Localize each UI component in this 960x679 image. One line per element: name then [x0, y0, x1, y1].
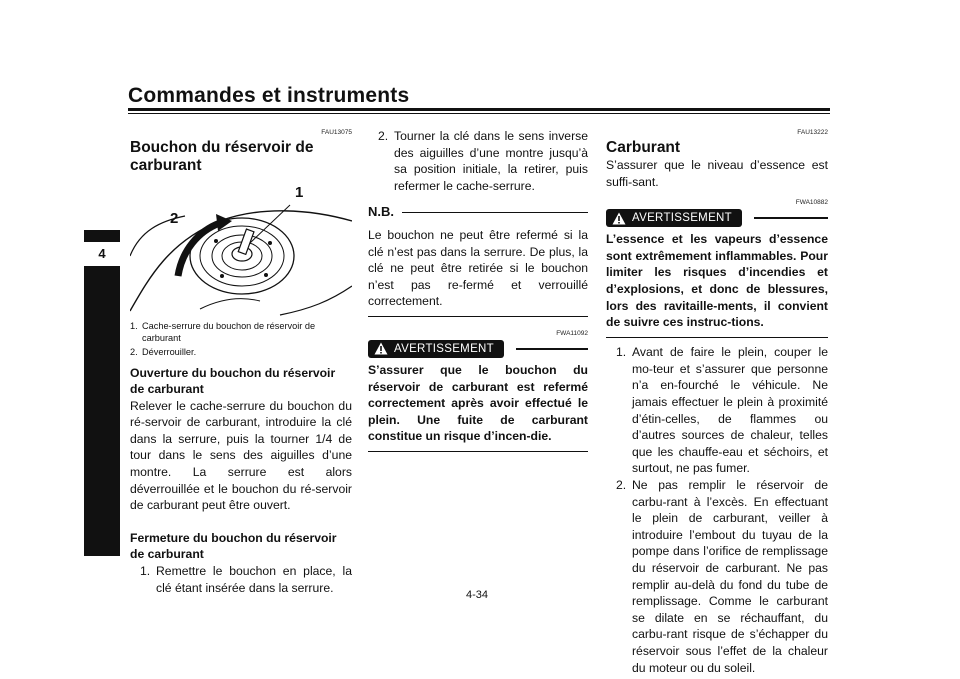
header-rule-thin [128, 113, 830, 114]
warning-triangle-icon [612, 212, 626, 225]
section-code: FAU13222 [797, 129, 828, 136]
legend-text: Déverrouiller. [142, 347, 197, 357]
warning-label: AVERTISSEMENT [394, 342, 494, 355]
warning-rule [606, 337, 828, 339]
legend-text: Cache-serrure du bouchon de réservoir de carburant [142, 321, 316, 343]
legend-number: 1. [130, 321, 138, 331]
step-text: Avant de faire le plein, couper le mo-teur et s’assurer que personne n’a en-fourché le véhicule. Ne jamais effectuer le plein à proximité d’étin-celles, de flammes ou d’autres sources de chaleur, telles que les chauffe-eau et séchoirs, et surtout, ne pas fumer. [632, 345, 828, 476]
step-number: 1. [140, 564, 151, 579]
fuel-step-1 [606, 344, 828, 477]
warning-label: AVERTISSEMENT [632, 211, 732, 224]
step-number: 2. [378, 129, 389, 143]
callout-2: 2 [170, 210, 179, 227]
warning-code: FWA10882 [795, 199, 828, 207]
warning-code: FWA11092 [556, 329, 588, 337]
section-heading: Carburant [606, 139, 681, 156]
nb-header [368, 204, 588, 221]
opening-heading: Ouverture du bouchon du réservoir de carburant [130, 365, 336, 397]
fuel-cap-drawing [130, 181, 352, 317]
fuel-step-2 [606, 477, 828, 676]
column-1 [130, 128, 352, 596]
step-number: 2. [616, 478, 627, 492]
warning-text: L’essence et les vapeurs d’essence sont extrêmement inflammables. Pour limiter les risques d’incendies et d’explosions, et donc de blessures, lors des ravitaille-ments, il convient de suivre ces instruc-tions. [606, 232, 828, 330]
chapter-tab [84, 230, 120, 556]
legend-item [130, 347, 352, 359]
nb-rule [368, 316, 588, 317]
page-title: Commandes et instruments [128, 84, 410, 107]
legend-number: 2. [130, 347, 138, 357]
column-2 [368, 128, 588, 452]
warning-text: S’assurer que le bouchon du réservoir de carburant est refermé correctement après avoir effectué le plein. Une fuite de carburant constitue un risque d’incen-die. [368, 362, 588, 444]
intro-text: S’assurer que le niveau d’essence est suffi-sant. [606, 158, 828, 189]
warning-triangle-icon [374, 342, 388, 355]
warning-header [606, 209, 828, 227]
closing-step-2 [368, 128, 588, 194]
step-number: 1. [616, 345, 627, 360]
closing-step-1 [130, 563, 352, 596]
chapter-number: 4 [84, 242, 120, 266]
nb-label: N.B. [368, 204, 394, 220]
illustration-legend [130, 321, 352, 359]
step-text: Remettre le bouchon en place, la clé étant insérée dans la serrure. [156, 564, 352, 595]
step-text: Tourner la clé dans le sens inverse des aiguilles d’une montre jusqu’à sa position initiale, la retirer, puis refermer le cache-serrure. [394, 129, 588, 193]
step-text: Ne pas remplir le réservoir de carbu-rant à l’excès. En effectuant le plein de carburant, veiller à introduire l’embout du tuyau de la pompe dans l’orifice de remplissage du réservoir de carburant. Ne pas remplir au-delà du fond du tube de remplissage. Comme le carburant se dilate en se réchauffant, du carbu-rant risque de s’échapper du réservoir sous l’effet de la chaleur du moteur ou du soleil. [632, 478, 828, 675]
opening-text: Relever le cache-serrure du bouchon du ré-servoir de carburant, introduire la clé dans la serrure, puis la tourner 1/4 de tour dans le sens des aiguilles d’une montre. La serrure est alors déverrouillée et le bouchon du ré-servoir de carburant peut être ouvert. [130, 398, 352, 513]
fuel-cap-illustration [130, 181, 352, 317]
warning-badge [368, 340, 504, 358]
callout-1: 1 [295, 184, 304, 201]
section-heading: Bouchon du réservoir de carburant [130, 139, 314, 174]
section-code: FAU13075 [321, 129, 352, 136]
warning-badge [606, 209, 742, 227]
closing-heading: Fermeture du bouchon du réservoir de carburant [130, 530, 337, 562]
page-number: 4-34 [466, 589, 489, 601]
header-rule [128, 108, 830, 111]
warning-rule [368, 451, 588, 453]
column-3 [606, 128, 828, 676]
legend-item [130, 321, 352, 344]
nb-text: Le bouchon ne peut être refermé si la clé n’est pas dans la serrure. De plus, la clé ne peut être retirée si le bouchon n’est pas re-fermé et verrouillé correctement. [368, 227, 588, 309]
warning-header [368, 340, 588, 358]
